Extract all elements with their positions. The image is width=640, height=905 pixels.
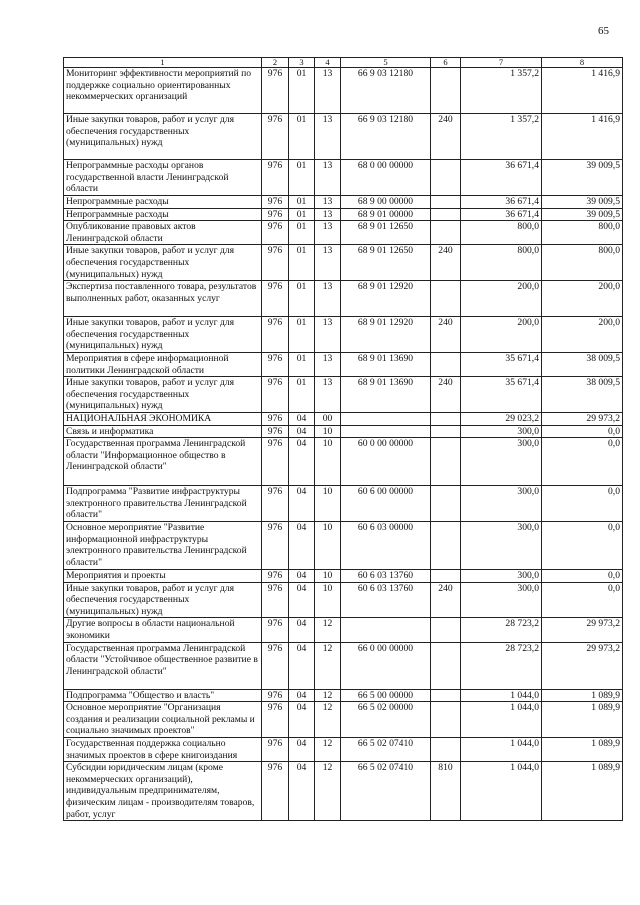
table-row	[64, 208, 623, 221]
header-cell-5: 5	[341, 58, 431, 68]
header-cell-4: 4	[315, 58, 341, 68]
row-amount-year2: 39 009,5	[542, 160, 623, 196]
page-number: 65	[598, 25, 609, 37]
row-expense-type	[431, 196, 461, 209]
row-subsection: 13	[315, 68, 341, 114]
row-subsection: 13	[315, 317, 341, 353]
row-subsection: 13	[315, 281, 341, 317]
header-cell-2: 2	[262, 58, 289, 68]
row-amount-year1: 800,0	[461, 245, 542, 281]
row-amount-year2: 39 009,5	[542, 196, 623, 209]
row-target-article: 60 6 03 13760	[341, 570, 431, 583]
row-grbs: 976	[262, 702, 289, 738]
row-amount-year1: 200,0	[461, 317, 542, 353]
row-section: 04	[289, 702, 315, 738]
row-subsection: 10	[315, 486, 341, 522]
row-section: 01	[289, 245, 315, 281]
table-row	[64, 377, 623, 413]
row-amount-year2: 0,0	[542, 582, 623, 618]
row-section: 01	[289, 377, 315, 413]
table-row	[64, 317, 623, 353]
table-row	[64, 702, 623, 738]
row-amount-year2: 1 089,9	[542, 762, 623, 821]
row-amount-year1: 200,0	[461, 281, 542, 317]
row-expense-type: 240	[431, 317, 461, 353]
row-target-article: 68 0 00 00000	[341, 160, 431, 196]
row-section: 01	[289, 352, 315, 376]
row-subsection: 12	[315, 702, 341, 738]
row-expense-type	[431, 412, 461, 425]
table-row	[64, 196, 623, 209]
row-subsection: 10	[315, 425, 341, 438]
row-expense-type	[431, 281, 461, 317]
row-name: Мониторинг эффективности мероприятий по поддержке социально ориентированных некоммерческих организаций	[64, 68, 262, 114]
row-name: Подпрограмма "Развитие инфраструктуры электронного правительства Ленинградской области"	[64, 486, 262, 522]
row-name: Другие вопросы в области национальной экономики	[64, 618, 262, 642]
row-section: 04	[289, 618, 315, 642]
row-expense-type: 240	[431, 114, 461, 160]
row-target-article: 66 5 02 07410	[341, 738, 431, 762]
row-name: Подпрограмма "Общество и власть"	[64, 689, 262, 702]
row-amount-year2: 200,0	[542, 281, 623, 317]
row-amount-year2: 1 089,9	[542, 738, 623, 762]
row-grbs: 976	[262, 281, 289, 317]
row-expense-type	[431, 570, 461, 583]
row-target-article: 68 9 01 00000	[341, 208, 431, 221]
row-grbs: 976	[262, 425, 289, 438]
row-amount-year2: 200,0	[542, 317, 623, 353]
table-header	[64, 58, 623, 68]
row-target-article: 68 9 01 12650	[341, 221, 431, 245]
row-section: 01	[289, 68, 315, 114]
row-name: Связь и информатика	[64, 425, 262, 438]
row-subsection: 13	[315, 196, 341, 209]
table-row	[64, 570, 623, 583]
table-row	[64, 245, 623, 281]
row-amount-year1: 35 671,4	[461, 377, 542, 413]
row-grbs: 976	[262, 738, 289, 762]
row-target-article	[341, 618, 431, 642]
row-name: Непрограммные расходы	[64, 208, 262, 221]
table-row	[64, 68, 623, 114]
row-amount-year1: 1 044,0	[461, 689, 542, 702]
row-expense-type	[431, 352, 461, 376]
row-section: 01	[289, 317, 315, 353]
row-expense-type: 240	[431, 582, 461, 618]
header-cell-8: 8	[542, 58, 623, 68]
table-row	[64, 412, 623, 425]
row-name: Иные закупки товаров, работ и услуг для обеспечения государственных (муниципальных) нужд	[64, 377, 262, 413]
header-cell-3: 3	[289, 58, 315, 68]
row-target-article: 68 9 00 00000	[341, 196, 431, 209]
row-amount-year2: 800,0	[542, 245, 623, 281]
row-subsection: 13	[315, 377, 341, 413]
row-amount-year2: 0,0	[542, 522, 623, 570]
table-row	[64, 281, 623, 317]
row-section: 04	[289, 738, 315, 762]
row-grbs: 976	[262, 160, 289, 196]
row-amount-year1: 300,0	[461, 522, 542, 570]
row-target-article: 66 9 03 12180	[341, 68, 431, 114]
row-grbs: 976	[262, 377, 289, 413]
row-amount-year1: 36 671,4	[461, 160, 542, 196]
row-section: 04	[289, 689, 315, 702]
row-grbs: 976	[262, 522, 289, 570]
row-section: 04	[289, 438, 315, 486]
row-grbs: 976	[262, 570, 289, 583]
row-expense-type	[431, 160, 461, 196]
row-grbs: 976	[262, 245, 289, 281]
row-expense-type	[431, 642, 461, 689]
row-amount-year1: 1 044,0	[461, 702, 542, 738]
row-subsection: 13	[315, 208, 341, 221]
row-amount-year2: 39 009,5	[542, 208, 623, 221]
row-name: Опубликование правовых актов Ленинградской области	[64, 221, 262, 245]
row-section: 04	[289, 570, 315, 583]
table-row	[64, 425, 623, 438]
table-row	[64, 114, 623, 160]
row-grbs: 976	[262, 196, 289, 209]
row-name: Государственная программа Ленинградской области "Информационное общество в Ленинградской области"	[64, 438, 262, 486]
table-row	[64, 762, 623, 821]
table-row	[64, 642, 623, 689]
row-expense-type	[431, 689, 461, 702]
table-row	[64, 438, 623, 486]
row-grbs: 976	[262, 68, 289, 114]
row-subsection: 00	[315, 412, 341, 425]
row-grbs: 976	[262, 114, 289, 160]
row-expense-type	[431, 486, 461, 522]
row-expense-type	[431, 618, 461, 642]
table-row	[64, 738, 623, 762]
row-name: Непрограммные расходы	[64, 196, 262, 209]
row-amount-year2: 1 416,9	[542, 114, 623, 160]
row-expense-type	[431, 522, 461, 570]
row-expense-type	[431, 738, 461, 762]
row-amount-year2: 29 973,2	[542, 618, 623, 642]
row-subsection: 10	[315, 570, 341, 583]
row-name: Мероприятия в сфере информационной политики Ленинградской области	[64, 352, 262, 376]
row-grbs: 976	[262, 221, 289, 245]
row-expense-type	[431, 221, 461, 245]
row-section: 04	[289, 642, 315, 689]
table-row	[64, 221, 623, 245]
header-cell-6: 6	[431, 58, 461, 68]
row-amount-year1: 28 723,2	[461, 618, 542, 642]
row-grbs: 976	[262, 582, 289, 618]
row-amount-year2: 0,0	[542, 438, 623, 486]
row-subsection: 10	[315, 438, 341, 486]
row-subsection: 13	[315, 114, 341, 160]
row-grbs: 976	[262, 352, 289, 376]
row-section: 04	[289, 486, 315, 522]
row-amount-year2: 0,0	[542, 425, 623, 438]
row-expense-type: 810	[431, 762, 461, 821]
row-expense-type	[431, 702, 461, 738]
row-target-article: 68 9 01 12650	[341, 245, 431, 281]
row-name: НАЦИОНАЛЬНАЯ ЭКОНОМИКА	[64, 412, 262, 425]
row-expense-type	[431, 208, 461, 221]
row-subsection: 12	[315, 689, 341, 702]
row-subsection: 12	[315, 642, 341, 689]
row-subsection: 13	[315, 221, 341, 245]
row-expense-type	[431, 438, 461, 486]
row-subsection: 12	[315, 738, 341, 762]
header-cell-1: 1	[64, 58, 262, 68]
row-grbs: 976	[262, 438, 289, 486]
row-name: Субсидии юридическим лицам (кроме некоммерческих организаций), индивидуальным предпринимателям, физическим лицам - производителям товаров, работ, услуг	[64, 762, 262, 821]
row-amount-year2: 29 973,2	[542, 642, 623, 689]
row-amount-year1: 36 671,4	[461, 196, 542, 209]
row-grbs: 976	[262, 618, 289, 642]
row-grbs: 976	[262, 689, 289, 702]
row-amount-year1: 36 671,4	[461, 208, 542, 221]
row-target-article: 66 5 00 00000	[341, 689, 431, 702]
row-target-article: 60 6 03 00000	[341, 522, 431, 570]
row-target-article: 66 0 00 00000	[341, 642, 431, 689]
row-name: Мероприятия и проекты	[64, 570, 262, 583]
row-grbs: 976	[262, 642, 289, 689]
row-amount-year2: 38 009,5	[542, 352, 623, 376]
row-amount-year1: 300,0	[461, 582, 542, 618]
row-amount-year1: 1 357,2	[461, 68, 542, 114]
table-row	[64, 352, 623, 376]
table-row	[64, 582, 623, 618]
table-row	[64, 522, 623, 570]
row-amount-year1: 300,0	[461, 438, 542, 486]
row-section: 04	[289, 762, 315, 821]
table-row	[64, 486, 623, 522]
table-body	[64, 68, 623, 821]
row-section: 01	[289, 221, 315, 245]
table-row	[64, 689, 623, 702]
row-amount-year2: 800,0	[542, 221, 623, 245]
row-section: 01	[289, 114, 315, 160]
row-section: 01	[289, 281, 315, 317]
row-expense-type: 240	[431, 377, 461, 413]
row-target-article: 60 6 03 13760	[341, 582, 431, 618]
row-grbs: 976	[262, 208, 289, 221]
budget-table	[63, 57, 623, 821]
row-amount-year2: 0,0	[542, 570, 623, 583]
table-row	[64, 618, 623, 642]
table-row	[64, 160, 623, 196]
row-subsection: 12	[315, 762, 341, 821]
row-target-article: 66 5 02 07410	[341, 762, 431, 821]
row-name: Основное мероприятие "Развитие информационной инфраструктуры электронного правительства Ленинградской области"	[64, 522, 262, 570]
row-grbs: 976	[262, 486, 289, 522]
header-row	[64, 58, 623, 68]
row-amount-year1: 35 671,4	[461, 352, 542, 376]
row-section: 04	[289, 425, 315, 438]
row-name: Иные закупки товаров, работ и услуг для обеспечения государственных (муниципальных) нужд	[64, 245, 262, 281]
row-target-article: 68 9 01 12920	[341, 281, 431, 317]
row-amount-year1: 300,0	[461, 486, 542, 522]
row-subsection: 13	[315, 352, 341, 376]
row-name: Иные закупки товаров, работ и услуг для обеспечения государственных (муниципальных) нужд	[64, 317, 262, 353]
row-section: 04	[289, 582, 315, 618]
row-subsection: 10	[315, 582, 341, 618]
header-cell-7: 7	[461, 58, 542, 68]
row-name: Государственная программа Ленинградской области "Устойчивое общественное развитие в Ленинградской области"	[64, 642, 262, 689]
row-name: Иные закупки товаров, работ и услуг для обеспечения государственных (муниципальных) нужд	[64, 114, 262, 160]
row-section: 04	[289, 522, 315, 570]
row-target-article: 60 0 00 00000	[341, 438, 431, 486]
row-target-article	[341, 412, 431, 425]
row-name: Непрограммные расходы органов государственной власти Ленинградской области	[64, 160, 262, 196]
row-name: Основное мероприятие "Организация создания и реализации социальной рекламы и социально значимых проектов"	[64, 702, 262, 738]
row-amount-year1: 1 357,2	[461, 114, 542, 160]
row-name: Иные закупки товаров, работ и услуг для обеспечения государственных (муниципальных) нужд	[64, 582, 262, 618]
row-subsection: 10	[315, 522, 341, 570]
row-amount-year1: 1 044,0	[461, 762, 542, 821]
row-amount-year2: 1 089,9	[542, 702, 623, 738]
row-target-article: 68 9 01 12920	[341, 317, 431, 353]
row-amount-year1: 29 023,2	[461, 412, 542, 425]
row-amount-year2: 0,0	[542, 486, 623, 522]
row-amount-year2: 38 009,5	[542, 377, 623, 413]
row-amount-year2: 29 973,2	[542, 412, 623, 425]
row-amount-year2: 1 416,9	[542, 68, 623, 114]
row-name: Государственная поддержка социально значимых проектов в сфере книгоиздания	[64, 738, 262, 762]
row-expense-type: 240	[431, 245, 461, 281]
row-section: 01	[289, 196, 315, 209]
row-target-article: 68 9 01 13690	[341, 377, 431, 413]
row-subsection: 12	[315, 618, 341, 642]
row-section: 01	[289, 160, 315, 196]
row-subsection: 13	[315, 245, 341, 281]
row-grbs: 976	[262, 412, 289, 425]
row-section: 04	[289, 412, 315, 425]
row-amount-year1: 300,0	[461, 425, 542, 438]
row-amount-year1: 28 723,2	[461, 642, 542, 689]
row-amount-year2: 1 089,9	[542, 689, 623, 702]
row-name: Экспертиза поставленного товара, результатов выполненных работ, оказанных услуг	[64, 281, 262, 317]
row-target-article: 66 5 02 00000	[341, 702, 431, 738]
row-target-article: 66 9 03 12180	[341, 114, 431, 160]
row-target-article	[341, 425, 431, 438]
row-target-article: 68 9 01 13690	[341, 352, 431, 376]
row-target-article: 60 6 00 00000	[341, 486, 431, 522]
row-grbs: 976	[262, 762, 289, 821]
row-amount-year1: 300,0	[461, 570, 542, 583]
row-expense-type	[431, 425, 461, 438]
row-expense-type	[431, 68, 461, 114]
row-amount-year1: 1 044,0	[461, 738, 542, 762]
row-amount-year1: 800,0	[461, 221, 542, 245]
row-section: 01	[289, 208, 315, 221]
row-grbs: 976	[262, 317, 289, 353]
row-subsection: 13	[315, 160, 341, 196]
